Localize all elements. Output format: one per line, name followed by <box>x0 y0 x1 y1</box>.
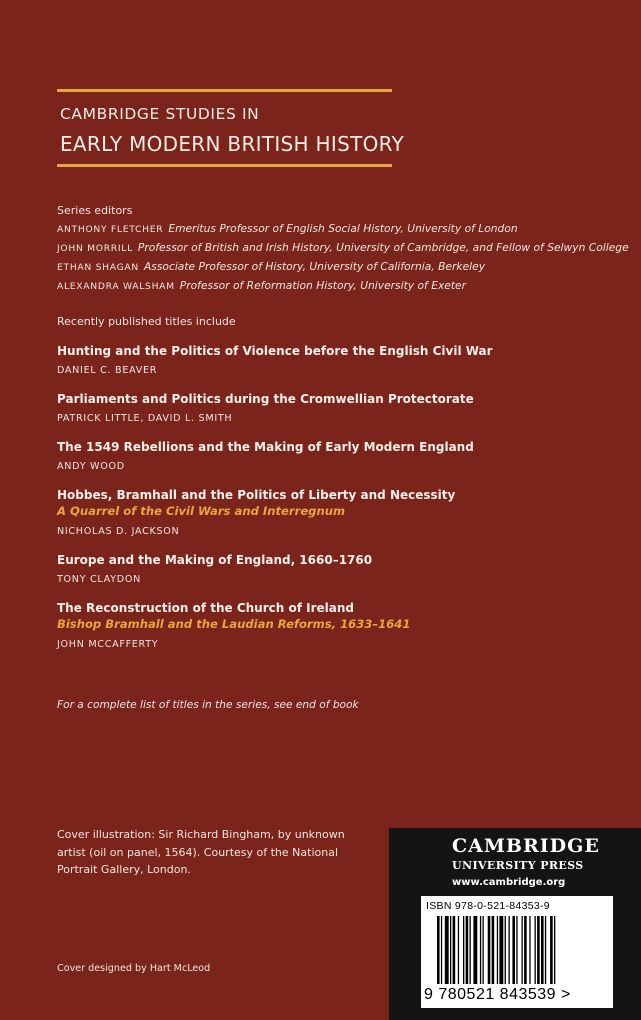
barcode-bar <box>458 916 459 984</box>
barcode-bar <box>499 916 503 984</box>
editor-entry <box>57 277 629 296</box>
series-editors-heading: Series editors <box>57 204 133 217</box>
editor-entry <box>57 239 629 258</box>
barcode-bar <box>537 916 540 984</box>
book-author: PATRICK LITTLE, DAVID L. SMITH <box>57 413 233 424</box>
cover-illustration-credit: Cover illustration: Sir Richard Bingham, by unknown artist (oil on panel, 1564). Courtesy of the National Portrait Gallery, London. <box>57 828 345 876</box>
barcode-bar <box>554 916 555 984</box>
barcode-bar <box>545 916 546 984</box>
book-author: NICHOLAS D. JACKSON <box>57 526 180 537</box>
book-title: Hunting and the Politics of Violence before the English Civil War <box>57 344 493 358</box>
barcode-bar <box>529 916 530 984</box>
recent-titles-heading: Recently published titles include <box>57 315 236 328</box>
editor-role: Professor of Reformation History, University of Exeter <box>179 279 467 292</box>
barcode-bar <box>541 916 544 984</box>
series-title-line1: CAMBRIDGE STUDIES IN <box>60 105 260 123</box>
barcode-bar <box>492 916 495 984</box>
editor-role: Professor of British and Irish History, University of Cambridge, and Fellow of Selwyn College <box>137 241 629 254</box>
editor-name: ALEXANDRA WALSHAM <box>57 281 175 292</box>
book-subtitle: Bishop Bramhall and the Laudian Reforms, 1633–1641 <box>57 617 411 631</box>
series-editors <box>57 202 629 296</box>
book-title: The Reconstruction of the Church of Ireland <box>57 601 354 615</box>
book-author: DANIEL C. BEAVER <box>57 365 158 376</box>
book-entry <box>57 600 617 653</box>
book-subtitle: A Quarrel of the Civil Wars and Interregnum <box>57 504 346 518</box>
barcode-bar <box>450 916 451 984</box>
barcode-bar <box>497 916 498 984</box>
book-author: JOHN MCCAFFERTY <box>57 639 159 650</box>
barcode-bar <box>463 916 464 984</box>
barcode-bar <box>509 916 510 984</box>
barcode-bar <box>480 916 481 984</box>
publisher-subname: UNIVERSITY PRESS <box>452 859 584 872</box>
cover-designer-credit: Cover designed by Hart McLeod <box>57 963 211 974</box>
bottom-rule <box>57 164 392 167</box>
book-title: Europe and the Making of England, 1660–1760 <box>57 553 373 567</box>
barcode-bar <box>505 916 506 984</box>
book-entry <box>57 343 617 379</box>
book-title: Parliaments and Politics during the Cromwellian Protectorate <box>57 392 474 406</box>
barcode-bar <box>550 916 553 984</box>
barcode-bar <box>470 916 471 984</box>
editor-entry <box>57 220 629 239</box>
barcode-bar <box>437 916 440 984</box>
barcode-number: 9 780521 843539 > <box>424 986 571 1003</box>
recent-titles-list <box>57 343 617 665</box>
barcode-bar <box>483 916 484 984</box>
barcode-bar <box>516 916 517 984</box>
barcode-bar <box>445 916 449 984</box>
book-entry <box>57 391 617 427</box>
editor-name: JOHN MORRILL <box>57 243 133 254</box>
barcode-bar <box>441 916 442 984</box>
editor-name: ANTHONY FLETCHER <box>57 224 164 235</box>
barcode-bar <box>488 916 491 984</box>
book-entry <box>57 552 617 588</box>
barcode-bar <box>524 916 527 984</box>
book-title: The 1549 Rebellions and the Making of Early Modern England <box>57 440 474 454</box>
complete-list-note: For a complete list of titles in the series, see end of book <box>57 699 359 711</box>
editor-name: ETHAN SHAGAN <box>57 262 139 273</box>
book-author: ANDY WOOD <box>57 461 125 472</box>
isbn-text: ISBN 978-0-521-84353-9 <box>426 900 550 912</box>
barcode-bar <box>512 916 515 984</box>
barcode-bar <box>473 916 477 984</box>
editor-role: Emeritus Professor of English Social History, University of London <box>168 222 518 235</box>
series-title-line2: EARLY MODERN BRITISH HISTORY <box>60 132 405 156</box>
barcode-bar <box>453 916 456 984</box>
book-entry <box>57 487 617 540</box>
publisher-url: www.cambridge.org <box>452 877 566 888</box>
book-entry <box>57 439 617 475</box>
editor-entry <box>57 258 629 277</box>
publisher-name: CAMBRIDGE <box>452 835 600 857</box>
editor-role: Associate Professor of History, University of California, Berkeley <box>143 260 486 273</box>
book-title: Hobbes, Bramhall and the Politics of Liberty and Necessity <box>57 488 456 502</box>
barcode-bar <box>535 916 536 984</box>
barcode-bar <box>466 916 469 984</box>
book-author: TONY CLAYDON <box>57 574 141 585</box>
isbn-barcode <box>421 896 613 1008</box>
top-rule <box>57 89 392 92</box>
barcode-bar <box>522 916 523 984</box>
